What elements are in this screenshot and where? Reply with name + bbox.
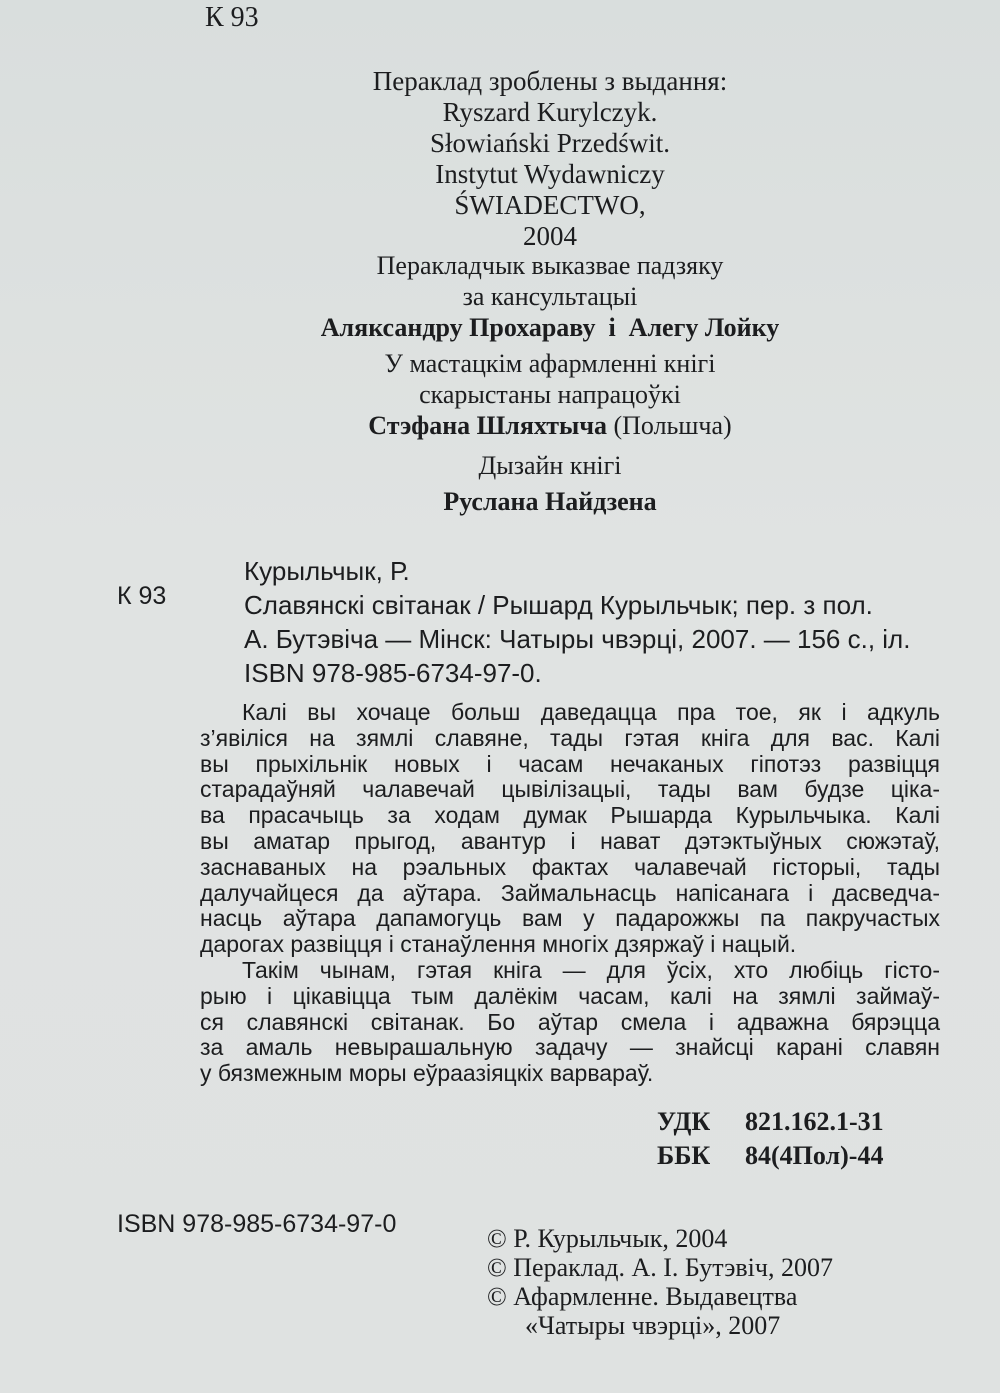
catalog-title-line: Славянскі світанак / Рышард Курыльчык; пер. з пол.	[244, 590, 873, 620]
annotation-line: Калі вы хочаце больш даведацца пра тое, як і адкуль	[242, 699, 940, 725]
catalog-author: Курыльчык, Р.	[244, 556, 410, 586]
book-annotation	[200, 700, 940, 1087]
udk-row	[657, 1105, 884, 1139]
annotation-line: у бязмежным моры еўраазіяцкіх варвараў.	[200, 1060, 654, 1087]
catalog-isbn: ISBN 978-985-6734-97-0.	[244, 658, 542, 688]
thanks-line: за кансультацыі	[462, 282, 638, 311]
design-credits-block	[250, 448, 850, 520]
bbk-value: 84(4Пол)-44	[745, 1141, 884, 1170]
source-edition-line: Пераклад зроблены з выдання:	[372, 66, 728, 96]
catalog-publication-line: А. Бутэвіча — Мінск: Чатыры чвэрці, 2007. — 156 с., іл.	[244, 624, 911, 654]
art-credit-line	[250, 410, 850, 441]
thanks-line: Перакладчык выказвае падзяку	[376, 251, 724, 280]
udk-value: 821.162.1-31	[745, 1107, 884, 1136]
copyright-line: © Пераклад. А. І. Бутэвіч, 2007	[487, 1253, 833, 1282]
annotation-line: рыю і цікавіцца тым далёкім часам, калі на зямлі займаў-	[200, 982, 940, 1009]
art-line: У мастацкім афармленні кнігі	[384, 349, 716, 378]
copyright-line: © Р. Курыльчык, 2004	[487, 1224, 728, 1253]
source-edition-line: Słowiański Przedświt.	[430, 128, 670, 158]
source-edition-line: Ryszard Kurylczyk.	[442, 97, 658, 127]
bbk-row	[657, 1139, 884, 1173]
artist-country: (Польшча)	[606, 411, 732, 440]
annotation-line: вы аматар прыгод, авантур і нават дэтэктыўных сюжэтаў,	[200, 827, 940, 854]
annotation-line: заснаваных на рэальных фактах чалавечай гісторыі, тады	[200, 853, 940, 880]
annotation-line: насць аўтара дапамогуць вам у падарожжы па пакручастых	[200, 905, 940, 932]
thanks-names: Аляксандру Прохараву і Алегу Лойку	[320, 313, 780, 342]
footer-isbn: ISBN 978-985-6734-97-0	[117, 1210, 397, 1238]
annotation-line: далучайцеся да аўтара. Займальнасць напісанага і дасведча-	[200, 879, 940, 906]
translator-thanks-block	[250, 250, 850, 343]
source-edition-block	[300, 66, 800, 252]
art-line: скарыстаны напрацоўкі	[419, 380, 681, 409]
annotation-line: Такім чынам, гэтая кніга — для ўсіх, хто любіць гісто-	[242, 956, 940, 983]
designer-name: Руслана Найдзена	[443, 487, 657, 516]
library-code: К 93	[205, 2, 259, 33]
catalog-code: К 93	[117, 582, 167, 610]
source-edition-line: ŚWIADECTWO,	[454, 190, 646, 220]
art-credits-block	[250, 348, 850, 441]
artist-name: Стэфана Шляхтыча	[368, 411, 607, 440]
udk-label: УДК	[657, 1107, 711, 1136]
copyright-block	[487, 1224, 833, 1340]
copyright-line: © Афармленне. Выдавецтва	[487, 1282, 798, 1311]
source-edition-line: Instytut Wydawniczy	[435, 159, 665, 189]
source-edition-line: 2004	[523, 221, 577, 251]
bbk-label: ББК	[657, 1141, 711, 1170]
annotation-line: ся славянскі світанак. Бо аўтар смела і адважна бярэцца	[200, 1008, 940, 1035]
annotation-line: з’явіліся на зямлі славяне, тады гэтая кніга для вас. Калі	[200, 724, 940, 751]
annotation-line: ва прасачыць за ходам думак Рышарда Курыльчыка. Калі	[200, 802, 940, 829]
annotation-line: за амаль невырашальную задачу — знайсці карані славян	[200, 1034, 940, 1061]
annotation-line: вы прыхільнік новых і часам нечаканых гіпотэз развіцця	[200, 750, 940, 777]
annotation-line: старадаўняй чалавечай цывілізацыі, тады вам будзе ціка-	[200, 776, 940, 803]
classification-block	[657, 1105, 884, 1173]
annotation-line: дарогах развіцця і станаўлення многіх дзяржаў і нацый.	[200, 931, 797, 958]
copyright-line: «Чатыры чвэрці», 2007	[525, 1311, 781, 1340]
design-line: Дызайн кнігі	[478, 451, 622, 480]
